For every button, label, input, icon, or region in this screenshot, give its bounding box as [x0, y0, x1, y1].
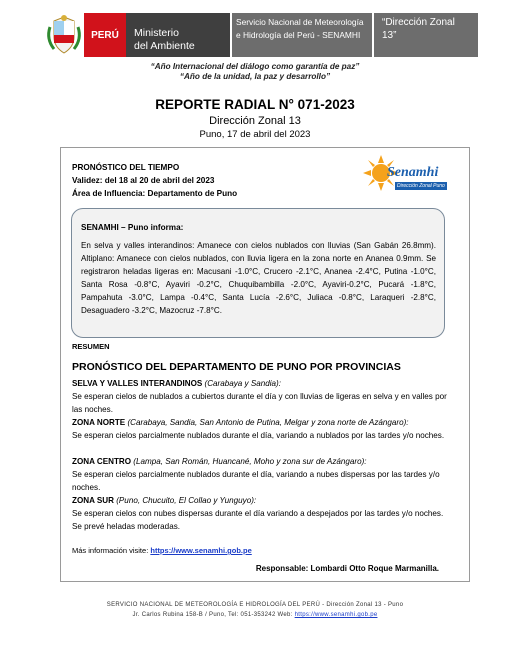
sur-places: (Puno, Chucuito, El Collao y Yunguyo):: [113, 496, 257, 505]
report-frame: [60, 147, 470, 582]
selva-places: (Carabaya y Sandia):: [202, 379, 281, 388]
selva-title: SELVA Y VALLES INTERANDINOS: [72, 379, 203, 388]
logo-subtext: Dirección Zonal Puno: [397, 183, 445, 189]
institution-label: Servicio Nacional de Meteorología e Hidrología del Perú - SENAMHI: [232, 13, 372, 57]
ministry-line-1: Ministerio: [134, 27, 179, 39]
centro-section: [72, 455, 452, 494]
inform-box: [71, 208, 445, 338]
sur-text: Se esperan cielos con nubes dispersas durante el día variando a despejados por las tardes y/o noches. Se prevé heladas moderadas.: [72, 509, 444, 531]
footer-link[interactable]: https://www.senamhi.gob.pe: [294, 612, 378, 618]
norte-title: ZONA NORTE: [72, 418, 126, 427]
inform-body: En selva y valles interandinos: Amanece con cielos nublados con lluvias (San Gabán 26.8mm). Altiplano: Amanece con cielos nublados, con lluvia ligera en la zona norte en Ananea 0.9mm. Se registraron heladas ligeras en: Macusani -1.0°C, Crucero -2.1°C, Ananea -2.4°C, Putina -1.0°C, Santa Rosa -0.8°C, Ayaviri -0.2°C, Chuquibambilla -2.0°C, Ayaviri-0.2°C, Pucará -1.8°C, Pampahuta -3.0°C, Lampa -0.4°C, Santa Lucía -2.6°C, Juliaca -0.8°C, Laraqueri -2.8°C, Desaguadero -3.2°C, Mazocruz -7.8°C.: [81, 241, 436, 315]
centro-title: ZONA CENTRO: [72, 457, 132, 466]
footer-address: Jr. Carlos Rubina 158-B / Puno, Tel: 051-353242 Web:: [132, 612, 295, 618]
footer-line-1: SERVICIO NACIONAL DE METEOROLOGÍA E HIDROLOGÍA DEL PERÚ - Dirección Zonal 13 - Puno: [106, 602, 404, 608]
peru-coat-of-arms-icon: [44, 13, 84, 57]
report-title: REPORTE RADIAL N° 071-2023: [155, 97, 355, 112]
selva-text: Se esperan cielos de nublados a cubiertos durante el día y con lluvias de ligeras en selva y en valles por las noches.: [72, 392, 447, 414]
report-date: Puno, 17 de abril del 2023: [199, 129, 311, 140]
norte-section: [72, 416, 452, 442]
forecast-validity: Validez: del 18 al 20 de abril del 2023: [72, 176, 215, 185]
zone-label: “Dirección Zonal 13”: [374, 13, 478, 57]
senamhi-logo: [363, 155, 459, 195]
norte-text: Se esperan cielos parcialmente nublados durante el día, variando a nublados por las tardes y/o noches.: [72, 431, 445, 440]
ministry-line-2: del Ambiente: [134, 40, 195, 52]
motto-line-1: “Año Internacional del diálogo como garantía de paz”: [150, 62, 360, 71]
country-label: PERÚ: [84, 13, 126, 57]
report-subtitle: Dirección Zonal 13: [209, 115, 301, 127]
forecast-heading: PRONÓSTICO DEL TIEMPO: [72, 163, 180, 172]
more-info-label: Más información visite:: [72, 546, 151, 555]
footer-line-2: [0, 612, 510, 618]
responsible: Responsable: Lombardi Otto Roque Marmanilla.: [255, 564, 439, 573]
more-info: [72, 546, 252, 555]
inform-heading: SENAMHI – Puno informa:: [81, 223, 184, 232]
sur-title: ZONA SUR: [72, 496, 114, 505]
more-info-link[interactable]: https://www.senamhi.gob.pe: [150, 546, 252, 555]
motto-line-2: “Año de la unidad, la paz y desarrollo”: [179, 72, 331, 81]
centro-places: (Lampa, San Román, Huancané, Moho y zona sur de Azángaro):: [131, 457, 367, 466]
forecast-area: Área de Influencia: Departamento de Puno: [72, 189, 238, 198]
selva-section: [72, 377, 452, 416]
centro-text: Se esperan cielos parcialmente nublados durante el día, variando a nubes dispersas por las tardes y/o noches.: [72, 470, 440, 492]
summary-label: RESUMEN: [72, 342, 110, 351]
summary-heading: PRONÓSTICO DEL DEPARTAMENTO DE PUNO POR PROVINCIAS: [72, 361, 401, 373]
ministry-label: [126, 13, 230, 57]
norte-places: (Carabaya, Sandia, San Antonio de Putina, Melgar y zona norte de Azángaro):: [125, 418, 409, 427]
logo-text: Senamhi: [387, 165, 439, 180]
sur-section: [72, 494, 452, 533]
header-banner: [40, 13, 478, 57]
